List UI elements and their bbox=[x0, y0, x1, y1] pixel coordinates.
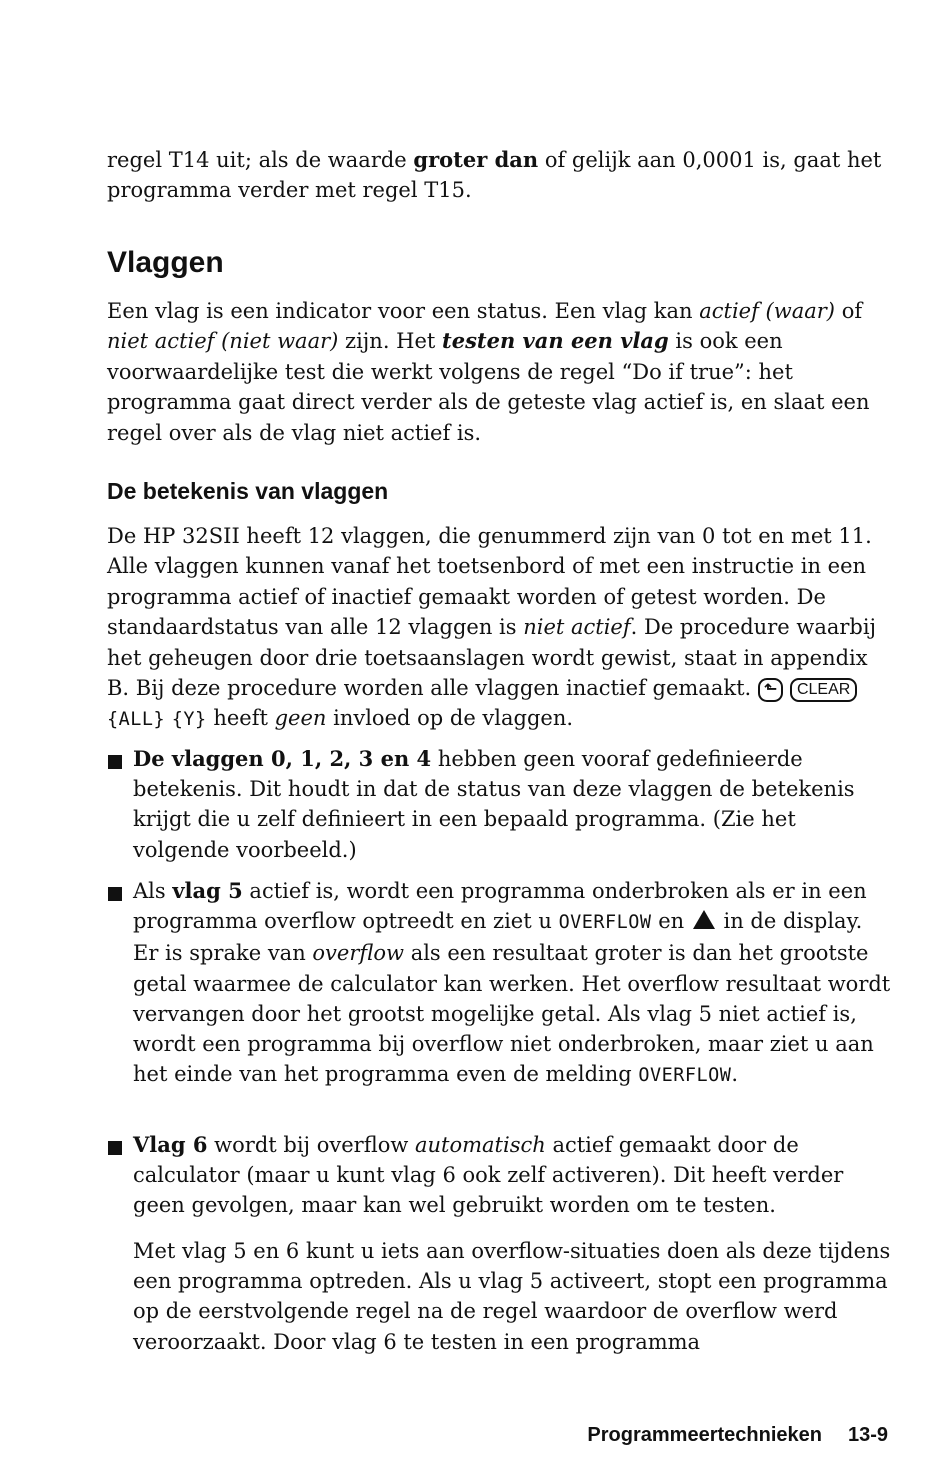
warning-triangle-icon bbox=[693, 910, 715, 929]
bullet-marker bbox=[108, 755, 122, 769]
term-niet-actief: niet actief (niet waar) bbox=[107, 329, 339, 354]
bullet-flag-5: Als vlag 5 actief is, wordt een programma onderbroken als er in een programma overflow optreedt en ziet u OVERFLOW en in de display. Er is sprake van overflow als een resultaat groter is dan het grootste getal waarmee de calculator kan werken. Het overflow resultaat wordt vervangen door het grootst mogelijke getal. Als vlag 5 niet actief is, wordt een programma bij overflow niet onderbroken, maar ziet u aan het einde van het programma even de melding OVERFLOW. bbox=[133, 878, 891, 1087]
term-actief-waar: actief (waar) bbox=[699, 299, 836, 323]
heading-vlaggen: Vlaggen bbox=[107, 246, 224, 279]
bullet-flag-6: Vlag 6 wordt bij overflow automatisch actief gemaakt door de calculator (maar u kunt vlag 6 ook zelf activeren). Dit heeft verder geen gevolgen, maar kan wel gebruikt worden om te testen. bbox=[133, 1132, 844, 1218]
intro-paragraph: regel T14 uit; als de waarde groter dan of gelijk aan 0,0001 is, gaat het programma verder met regel T15. bbox=[107, 147, 882, 203]
meaning-paragraph: De HP 32SII heeft 12 vlaggen, die genummerd zijn van 0 tot en met 11. Alle vlaggen kunnen vanaf het toetsenbord of met een instructie in een programma actief of inactief gemaakt worden of getest worden. De standaardstatus van alle 12 vlaggen is niet actief. De procedure waarbij het geheugen door drie toetsaanslagen wordt gewist, staat in appendix B. Bij deze procedure worden alle vlaggen inactief gemaakt. ⬑ CLEAR {ALL} {Y} heeft geen invloed op de vlaggen. bbox=[107, 524, 877, 731]
intro-bold: groter dan bbox=[413, 147, 539, 172]
page-footer bbox=[587, 1424, 888, 1447]
term-geen: geen bbox=[274, 706, 327, 731]
closing-paragraph: Met vlag 5 en 6 kunt u iets aan overflow-situaties doen als deze tijdens een programma optreden. Als u vlag 5 activeert, stopt een programma op de eerstvolgende regel na de regel waardoor de overflow werd veroorzaakt. Door vlag 6 te testen in een programma bbox=[133, 1239, 891, 1354]
menu-all: {ALL} bbox=[107, 709, 166, 731]
menu-y: {Y} bbox=[171, 709, 207, 731]
term-overflow: overflow bbox=[312, 941, 405, 966]
heading-betekenis: De betekenis van vlaggen bbox=[107, 478, 389, 504]
shift-key-icon: ⬑ bbox=[758, 678, 783, 702]
display-overflow-2: OVERFLOW bbox=[638, 1065, 732, 1087]
footer-chapter-title: Programmeertechnieken bbox=[587, 1424, 822, 1446]
bullet-marker bbox=[108, 1141, 122, 1155]
bullet-flags-0-4: De vlaggen 0, 1, 2, 3 en 4 hebben geen vooraf gedefinieerde betekenis. Dit houdt in dat de status van deze vlaggen de betekenis krijgt die u zelf definieert in een bepaald programma. (Zie het volgende voorbeeld.) bbox=[133, 746, 855, 862]
term-niet-actief-2: niet actief bbox=[523, 615, 631, 640]
display-overflow: OVERFLOW bbox=[558, 912, 652, 934]
term-automatisch: automatisch bbox=[415, 1133, 546, 1157]
flags-paragraph: Een vlag is een indicator voor een status. Een vlag kan actief (waar) of niet actief (niet waar) zijn. Het testen van een vlag is ook een voorwaardelijke test die werkt volgens de regel “Do if true”: het programma gaat direct verder als de geteste vlag actief is, en slaat een regel over als de vlag niet actief is. bbox=[107, 299, 870, 445]
term-testen-van-een-vlag: testen van een vlag bbox=[442, 328, 669, 354]
page-number: 13-9 bbox=[847, 1424, 888, 1446]
bullet-marker bbox=[108, 887, 122, 901]
clear-key: CLEAR bbox=[790, 678, 857, 702]
